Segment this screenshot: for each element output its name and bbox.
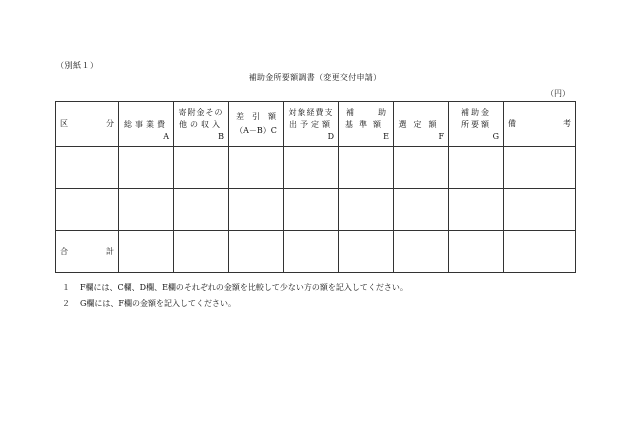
header-required-subsidy [449, 102, 504, 147]
table-cell[interactable] [119, 231, 174, 273]
table-cell[interactable] [229, 231, 284, 273]
table-cell[interactable] [284, 147, 339, 189]
document-title: 補助金所要額調書（変更交付申請） [248, 73, 382, 82]
table-row [56, 189, 576, 231]
header-donations-line2: 他の収入 [179, 120, 223, 129]
header-planned-expenditure-line2: 出予定額 [289, 120, 333, 129]
header-difference-line2: （A－B）C [235, 126, 277, 135]
table-cell[interactable] [56, 147, 119, 189]
note-item [62, 296, 408, 312]
header-required-subsidy-line1: 補助金 [461, 108, 491, 117]
table-row [56, 147, 576, 189]
header-subsidy-standard-line1: 補 助 [346, 108, 386, 117]
notes [62, 280, 408, 312]
table-cell[interactable] [339, 189, 394, 231]
header-remarks-char1: 備 [508, 119, 516, 128]
header-category-char1: 区 [60, 119, 68, 128]
header-remarks [504, 102, 576, 147]
table-cell[interactable] [174, 147, 229, 189]
header-letter-a: A [163, 132, 169, 141]
header-planned-expenditure-line1: 対象経費支 [288, 108, 334, 117]
header-required-subsidy-line2: 所要額 [461, 120, 491, 129]
table-cell[interactable] [56, 189, 119, 231]
table-cell[interactable] [284, 189, 339, 231]
table-cell[interactable] [449, 147, 504, 189]
total-label-char1: 合 [60, 247, 68, 256]
header-letter-b: B [218, 132, 224, 141]
table-cell[interactable] [119, 147, 174, 189]
table-cell[interactable] [174, 231, 229, 273]
table-cell[interactable] [449, 231, 504, 273]
header-donations-line1: 寄附金その [178, 108, 224, 117]
note-item [62, 280, 408, 296]
table-cell[interactable] [504, 231, 576, 273]
table-cell[interactable] [229, 189, 284, 231]
table-cell[interactable] [394, 147, 449, 189]
table-cell[interactable] [504, 147, 576, 189]
header-total-project-cost-label: 総事業費 [124, 120, 168, 129]
note-text: F欄には、C欄、D欄、E欄のそれぞれの金額を比較して少ない方の額を記入してください。 [80, 283, 408, 292]
header-letter-d: D [327, 132, 334, 141]
header-category [56, 102, 119, 147]
header-total-project-cost [119, 102, 174, 147]
table-cell[interactable] [449, 189, 504, 231]
header-selected-amount-label: 選定額 [398, 120, 444, 129]
header-donations-other-income [174, 102, 229, 147]
note-number: １ [62, 283, 70, 292]
table-cell[interactable] [504, 189, 576, 231]
total-label-char2: 計 [106, 247, 114, 256]
note-text: G欄には、F欄の金額を記入してください。 [80, 299, 236, 308]
subsidy-calculation-table [55, 101, 576, 273]
header-subsidy-standard-line2: 基準額 [345, 120, 387, 129]
header-subsidy-standard [339, 102, 394, 147]
header-planned-expenditure [284, 102, 339, 147]
total-label-cell [56, 231, 119, 273]
header-selected-amount [394, 102, 449, 147]
note-number: ２ [62, 299, 70, 308]
header-difference [229, 102, 284, 147]
header-letter-g: G [492, 132, 499, 141]
header-letter-e: E [383, 132, 389, 141]
table-cell[interactable] [339, 147, 394, 189]
form-label: （別紙１） [56, 61, 99, 70]
table-cell[interactable] [394, 231, 449, 273]
table-cell[interactable] [119, 189, 174, 231]
header-remarks-char2: 考 [563, 119, 571, 128]
total-row [56, 231, 576, 273]
table-cell[interactable] [339, 231, 394, 273]
header-row [56, 102, 576, 147]
table-cell[interactable] [174, 189, 229, 231]
unit-label: （円） [546, 89, 570, 98]
table-cell[interactable] [229, 147, 284, 189]
header-difference-line1: 差 引 額 [236, 112, 276, 121]
header-letter-f: F [438, 132, 444, 141]
table-cell[interactable] [394, 189, 449, 231]
header-category-char2: 分 [106, 119, 114, 128]
table-cell[interactable] [284, 231, 339, 273]
